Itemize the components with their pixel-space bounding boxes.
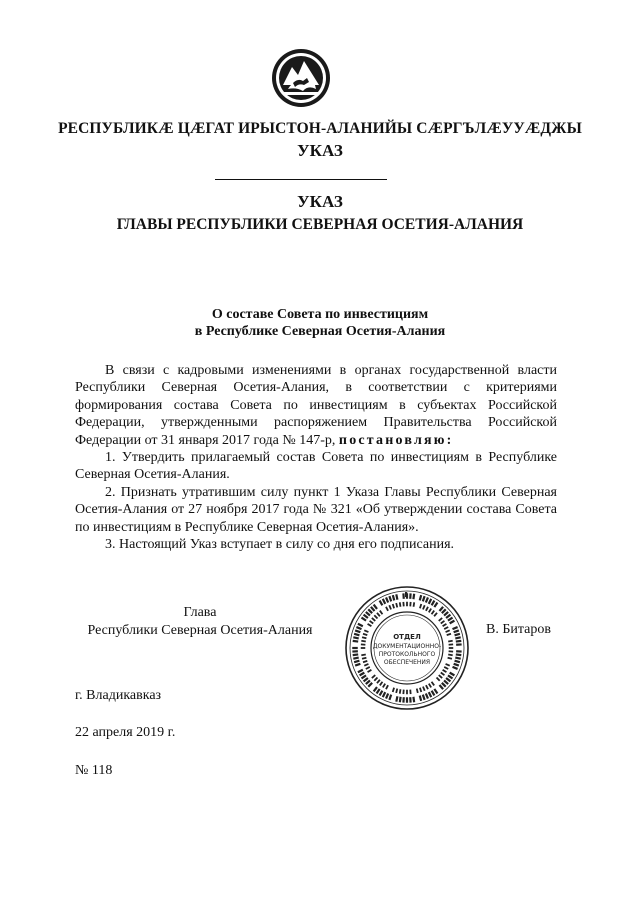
decree-title-line2: в Республике Северная Осетия-Алания xyxy=(194,324,446,339)
decree-body xyxy=(75,362,557,553)
svg-text:ДОКУМЕНТАЦИОННО-: ДОКУМЕНТАЦИОННО- xyxy=(372,643,442,650)
place-of-signing: г. Владикавказ xyxy=(75,688,162,703)
preamble-text: В связи с кадровыми изменениями в органах государственной власти Республики Северная Осетия-Алания, в соответствии с критериями формирования состава Совета по инвестициям в субъектах Российской Федерации, утвержденными распоряжением Правительства Российской Федерации от 31 января 2017 года № 147-р, xyxy=(75,363,557,448)
clause-2: 2. Признать утратившим силу пункт 1 Указа Главы Республики Северная Осетия-Алания от 27 ноября 2017 года № 321 «Об утверждении состава Совета по инвестициям в Республике Северная Осетия-Алания». xyxy=(75,484,557,535)
clause-1: 1. Утвердить прилагаемый состав Совета по инвестициям в Республике Северная Осетия-Алания. xyxy=(75,450,557,483)
svg-text:ПРОТОКОЛЬНОГО: ПРОТОКОЛЬНОГО xyxy=(378,651,436,658)
ossetian-header-line: РЕСПУБЛИКӔ ЦӔГАТ ИРЫСТОН-АЛАНИЙЫ СӔРГЪЛӔУУӔДЖЫ xyxy=(58,120,582,137)
preamble-paragraph xyxy=(75,362,557,449)
decree-number: № 118 xyxy=(75,763,113,778)
decree-title-line1: О составе Совета по инвестициям xyxy=(211,307,429,322)
header-divider xyxy=(215,179,387,180)
resolve-word: постановляю: xyxy=(338,432,454,448)
ukaz-heading-ossetian: УКАЗ xyxy=(297,141,343,160)
decree-title xyxy=(0,306,640,340)
signatory-title-line1: Глава xyxy=(183,605,217,620)
head-of-republic-line: ГЛАВЫ РЕСПУБЛИКИ СЕВЕРНАЯ ОСЕТИЯ-АЛАНИЯ xyxy=(116,216,524,233)
clause-3: 3. Настоящий Указ вступает в силу со дня его подписания. xyxy=(105,537,455,553)
svg-text:ОТДЕЛ: ОТДЕЛ xyxy=(393,633,421,641)
svg-text:ОБЕСПЕЧЕНИЯ: ОБЕСПЕЧЕНИЯ xyxy=(383,659,431,666)
decree-date: 22 апреля 2019 г. xyxy=(75,725,176,740)
ukaz-heading-russian: УКАЗ xyxy=(297,192,343,211)
signatory-title-line2: Республики Северная Осетия-Алания xyxy=(87,622,313,638)
official-seal-icon xyxy=(342,583,472,713)
signatory-name: В. Битаров xyxy=(486,622,551,637)
coat-of-arms-icon xyxy=(270,45,332,111)
signatory-title xyxy=(75,604,325,639)
